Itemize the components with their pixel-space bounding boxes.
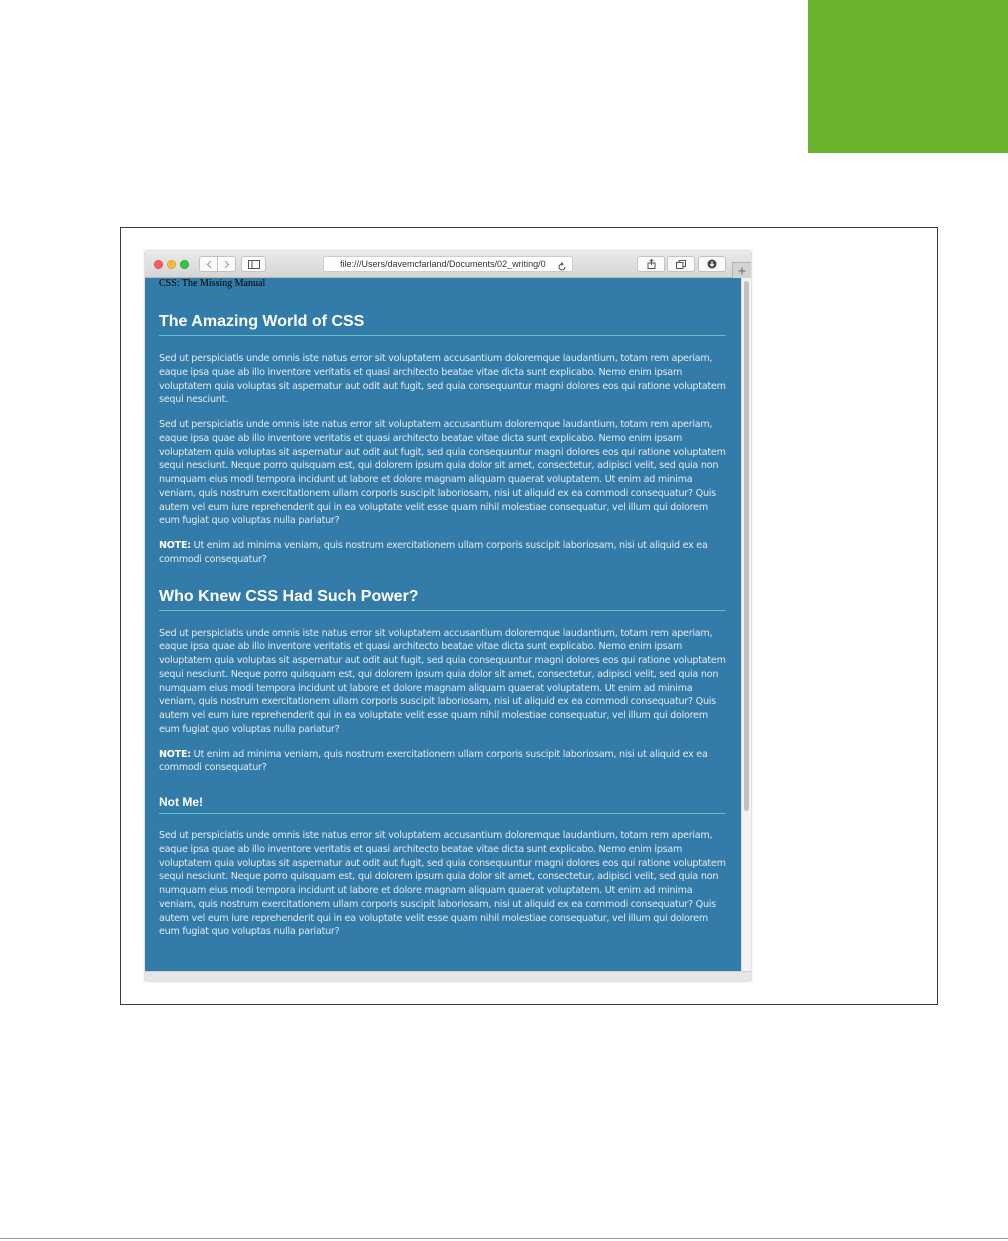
note-paragraph bbox=[159, 748, 726, 776]
note-text: Ut enim ad minima veniam, quis nostrum exercitationem ullam corporis suscipit laboriosam, nisi ut aliquid ex ea commodi consequatur? bbox=[159, 540, 708, 565]
sidebar-button[interactable] bbox=[241, 256, 266, 272]
paragraph: Sed ut perspiciatis unde omnis iste natus error sit voluptatem accusantium doloremque laudantium, totam rem aperiam, eaque ipsa quae ab illo inventore veritatis et quasi architecto beatae vitae dicta sunt explicabo. Nemo enim ipsam voluptatem quia voluptas sit aspernatur aut odit aut fugit, sed quia consequuntur magni dolores eos qui ratione voluptatem sequi nesciunt. Neque porro quisquam est, qui dolorem ipsum quia dolor sit amet, consectetur, adipisci velit, sed quia non numquam eius modi tempora incidunt ut labore et dolore magnam aliquam quaerat voluptatem. Ut enim ad minima veniam, quis nostrum exercitationem ullam corporis suscipit laboriosam, nisi ut aliquid ex ea commodi consequatur? Quis autem vel eum iure reprehenderit qui in ea voluptate velit esse quam nihil molestiae consequatur, vel illum qui dolorem eum fugiat quo voluptas nulla pariatur? bbox=[159, 830, 726, 938]
download-icon bbox=[707, 259, 717, 269]
show-tabs-button[interactable] bbox=[667, 256, 695, 272]
note-label: NOTE: bbox=[159, 540, 191, 551]
close-window-button[interactable] bbox=[154, 260, 163, 269]
sidebar-icon bbox=[248, 260, 260, 269]
page-footer-rule bbox=[0, 1238, 1008, 1239]
site-name: CSS: The Missing Manual bbox=[159, 278, 266, 289]
paragraph: Sed ut perspiciatis unde omnis iste natus error sit voluptatem accusantium doloremque laudantium, totam rem aperiam, eaque ipsa quae ab illo inventore veritatis et quasi architecto beatae vitae dicta sunt explicabo. Nemo enim ipsam voluptatem quia voluptas sit aspernatur aut odit aut fugit, sed quia consequuntur magni dolores eos qui ratione voluptatem sequi nesciunt. Neque porro quisquam est, qui dolorem ipsum quia dolor sit amet, consectetur, adipisci velit, sed quia non numquam eius modi tempora incidunt ut labore et dolore magnam aliquam quaerat voluptatem. Ut enim ad minima veniam, quis nostrum exercitationem ullam corporis suscipit laboriosam, nisi ut aliquid ex ea commodi consequatur? Quis autem vel eum iure reprehenderit qui in ea voluptate velit esse quam nihil molestiae consequatur, vel illum qui dolorem eum fugiat quo voluptas nulla pariatur? bbox=[159, 627, 726, 735]
paragraph: Sed ut perspiciatis unde omnis iste natus error sit voluptatem accusantium doloremque laudantium, totam rem aperiam, eaque ipsa quae ab illo inventore veritatis et quasi architecto beatae vitae dicta sunt explicabo. Nemo enim ipsam voluptatem quia voluptas sit aspernatur aut odit aut fugit, sed quia consequuntur magni dolores eos qui ratione voluptatem sequi nesciunt. Neque porro quisquam est, qui dolorem ipsum quia dolor sit amet, consectetur, adipisci velit, sed quia non numquam eius modi tempora incidunt ut labore et dolore magnam aliquam quaerat voluptatem. Ut enim ad minima veniam, quis nostrum exercitationem ullam corporis suscipit laboriosam, nisi ut aliquid ex ea commodi consequatur? Quis autem vel eum iure reprehenderit qui in ea voluptate velit esse quam nihil molestiae consequatur, vel illum qui dolorem eum fugiat quo voluptas nulla pariatur? bbox=[159, 419, 726, 527]
maximize-window-button[interactable] bbox=[180, 260, 189, 269]
minimize-window-button[interactable] bbox=[167, 260, 176, 269]
plus-icon bbox=[738, 267, 746, 275]
reload-icon bbox=[557, 262, 567, 272]
browser-window bbox=[145, 251, 751, 981]
reload-button[interactable] bbox=[557, 259, 567, 277]
back-button[interactable] bbox=[200, 257, 217, 271]
new-tab-button[interactable] bbox=[732, 262, 751, 278]
note-label: NOTE: bbox=[159, 748, 191, 760]
vertical-scrollbar[interactable] bbox=[741, 278, 751, 971]
note-text: Ut enim ad minima veniam, quis nostrum exercitationem ullam corporis suscipit laboriosam, nisi ut aliquid ex ea commodi consequatur? bbox=[159, 748, 708, 774]
chevron-left-icon bbox=[206, 260, 212, 269]
share-icon bbox=[647, 259, 656, 269]
section-heading-not-me: Not Me! bbox=[159, 795, 726, 814]
tabs-icon bbox=[676, 260, 686, 269]
section-heading-amazing-world: The Amazing World of CSS bbox=[159, 312, 726, 336]
share-button[interactable] bbox=[637, 256, 665, 272]
page-content bbox=[159, 278, 726, 939]
downloads-button[interactable] bbox=[698, 256, 726, 272]
address-url: file:///Users/davemcfarland/Documents/02_writing/0 bbox=[340, 259, 546, 269]
chevron-right-icon bbox=[224, 260, 230, 269]
section-heading-who-knew: Who Knew CSS Had Such Power? bbox=[159, 587, 726, 611]
page-viewport bbox=[145, 278, 751, 971]
paragraph: Sed ut perspiciatis unde omnis iste natus error sit voluptatem accusantium doloremque laudantium, totam rem aperiam, eaque ipsa quae ab illo inventore veritatis et quasi architecto beatae vitae dicta sunt explicabo. Nemo enim ipsam voluptatem quia voluptas sit aspernatur aut odit aut fugit, sed quia consequuntur magni dolores eos qui ratione voluptatem sequi nesciunt. bbox=[159, 353, 726, 406]
forward-button[interactable] bbox=[217, 257, 235, 271]
history-nav bbox=[199, 256, 236, 272]
note-paragraph bbox=[159, 539, 726, 567]
browser-status-bar bbox=[145, 971, 751, 981]
browser-toolbar bbox=[145, 251, 751, 278]
address-bar[interactable] bbox=[323, 256, 573, 272]
scrollbar-thumb[interactable] bbox=[744, 281, 749, 811]
chapter-tab bbox=[808, 0, 1008, 153]
